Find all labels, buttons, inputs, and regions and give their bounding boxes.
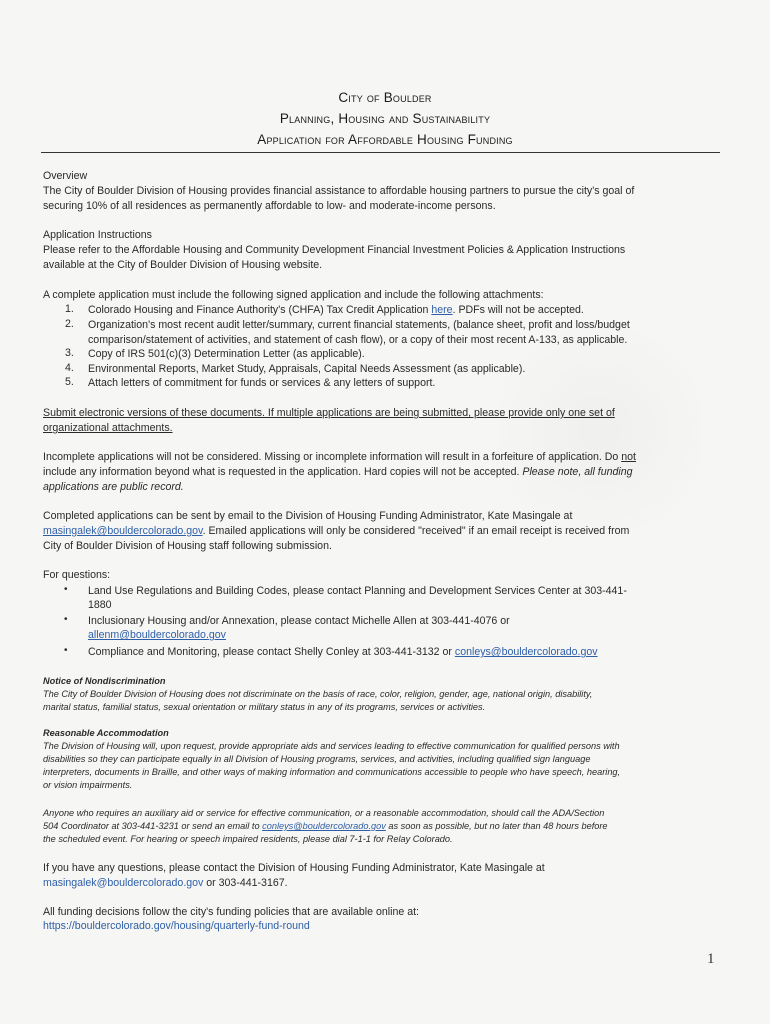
incomplete-line1-text: Incomplete applications will not be considered. Missing or incomplete information will result in a forfeiture of application. Do	[43, 451, 622, 463]
bullet-dot: •	[64, 584, 68, 595]
requirement-item-1-text: Colorado Housing and Finance Authority's (CHFA) Tax Credit Application	[88, 304, 432, 316]
incomplete-line2-text: include any information beyond what is requested in the application. Hard copies will not be accepted.	[43, 466, 523, 478]
completed-line2-text: . Emailed applications will only be considered "received" if an email receipt is received from	[202, 525, 630, 537]
incomplete-line2	[43, 465, 633, 480]
question-item-inclusionary: Inclusionary Housing and/or Annexation, please contact Michelle Allen at 303-441-4076 or	[88, 615, 510, 627]
requirement-item-2-line2: comparison/statement of activities, and statement of cash flow), or a copy of their most recent A-133, as applicable.	[88, 334, 628, 346]
header-department: Planning, Housing and Sustainability	[279, 111, 491, 126]
requirement-item-1-suffix: . PDFs will not be accepted.	[452, 304, 584, 316]
requirement-item-4: Environmental Reports, Market Study, Appraisals, Capital Needs Assessment (as applicable).	[88, 363, 526, 375]
requirement-item-5: Attach letters of commitment for funds or services & any letters of support.	[88, 377, 436, 389]
list-number: 2.	[65, 318, 74, 330]
overview-text-line1: The City of Boulder Division of Housing provides financial assistance to affordable housing partners to pursue the city's goal of	[43, 185, 635, 197]
question-item-compliance	[88, 645, 598, 660]
email-link-conley[interactable]: conleys@bouldercolorado.gov	[454, 646, 598, 658]
requirement-item-1	[88, 303, 584, 318]
requirement-item-3: Copy of IRS 501(c)(3) Determination Letter (as applicable).	[88, 348, 365, 360]
auxiliary-line2-suffix: as soon as possible, but no later than 48 hours before	[385, 821, 608, 831]
accommodation-line2: disabilities so they can participate equally in all Division of Housing programs, services, and activities, including qualified sign language	[43, 754, 591, 764]
header-city: City of Boulder	[338, 90, 432, 105]
completed-line3: City of Boulder Division of Housing staff following submission.	[43, 540, 332, 552]
list-number: 1.	[65, 303, 74, 315]
header-application-title: Application for Affordable Housing Funding	[257, 132, 513, 147]
question-item-land-use-line1: Land Use Regulations and Building Codes, please contact Planning and Development Services Center at 303-441-	[88, 585, 627, 597]
header-divider	[41, 152, 720, 153]
auxiliary-line1: Anyone who requires an auxiliary aid or service for effective communication, or a reasonable accommodation, should call the ADA/Section	[43, 808, 605, 818]
auxiliary-line2	[43, 820, 608, 833]
auxiliary-line2-text: 504 Coordinator at 303-441-3231 or send an email to	[43, 821, 263, 831]
funding-policies-link[interactable]: https://bouldercolorado.gov/housing/quarterly-fund-round	[43, 920, 310, 932]
question-item-compliance-text: Compliance and Monitoring, please contact Shelly Conley at 303-441-3132 or	[88, 646, 455, 658]
emphasis-not: not	[621, 451, 636, 463]
requirements-intro: A complete application must include the following signed application and include the following attachments:	[43, 289, 544, 301]
submit-note-line2: organizational attachments.	[43, 422, 173, 434]
bullet-dot: •	[64, 614, 68, 625]
incomplete-line1	[43, 450, 636, 465]
accommodation-heading: Reasonable Accommodation	[43, 728, 169, 738]
completed-line2	[43, 524, 629, 539]
overview-text-line2: securing 10% of all residences as permanently affordable to low- and moderate-income persons.	[43, 200, 496, 212]
overview-heading: Overview	[43, 170, 88, 182]
page-number: 1	[707, 951, 715, 967]
contact-line2	[43, 876, 288, 891]
nondiscrimination-line2: marital status, familial status, sexual orientation or military status in any of its programs, services or activities.	[43, 702, 486, 712]
instructions-heading: Application Instructions	[43, 229, 152, 241]
submit-note-line1: Submit electronic versions of these documents. If multiple applications are being submitted, please provide only one set of	[43, 407, 615, 419]
policies-url-line	[43, 919, 310, 934]
email-link-masingale-contact[interactable]: masingalek@bouldercolorado.gov	[43, 877, 204, 889]
policies-line1: All funding decisions follow the city's funding policies that are available online at:	[43, 906, 419, 918]
contact-phone: or 303-441-3167.	[203, 877, 288, 889]
bullet-dot: •	[64, 645, 68, 656]
instructions-text-line1: Please refer to the Affordable Housing and Community Development Financial Investment Policies & Application Instructions	[43, 244, 626, 256]
accommodation-line4: or vision impairments.	[43, 780, 133, 790]
contact-line1: If you have any questions, please contact the Division of Housing Funding Administrator, Kate Masingale at	[43, 862, 545, 874]
accommodation-line1: The Division of Housing will, upon request, provide appropriate aids and services leading to effective communication for qualified persons with	[43, 741, 620, 751]
auxiliary-line3: the scheduled event. For hearing or speech impaired residents, please dial 7-1-1 for Relay Colorado.	[43, 834, 453, 844]
nondiscrimination-line1: The City of Boulder Division of Housing does not discriminate on the basis of race, color, religion, gender, age, national origin, disability,	[43, 689, 593, 699]
requirement-item-2-line1: Organization's most recent audit letter/summary, current financial statements, (balance sheet, profit and loss/budget	[88, 319, 630, 331]
list-number: 3.	[65, 347, 74, 359]
question-item-land-use-line2: 1880	[88, 599, 112, 611]
incomplete-line3: applications are public record.	[43, 481, 184, 493]
public-record-note: Please note, all funding	[522, 466, 633, 478]
nondiscrimination-heading: Notice of Nondiscrimination	[43, 676, 166, 686]
email-link-conley-ada[interactable]: conleys@bouldercolorado.gov	[262, 821, 386, 831]
email-link-allen[interactable]: allenm@bouldercolorado.gov	[88, 629, 226, 641]
email-link-masingale[interactable]: masingalek@bouldercolorado.gov	[43, 525, 203, 537]
questions-heading: For questions:	[43, 569, 111, 581]
question-item-inclusionary-email	[88, 628, 226, 643]
chfa-application-link[interactable]: here	[431, 304, 453, 316]
accommodation-line3: interpreters, documents in Braille, and other ways of making information and communications accessible to people who have speech, hearing,	[43, 767, 621, 777]
instructions-text-line2: available at the City of Boulder Division of Housing website.	[43, 259, 323, 271]
list-number: 5.	[65, 376, 74, 388]
completed-line1: Completed applications can be sent by email to the Division of Housing Funding Administrator, Kate Masingale at	[43, 510, 573, 522]
list-number: 4.	[65, 362, 74, 374]
